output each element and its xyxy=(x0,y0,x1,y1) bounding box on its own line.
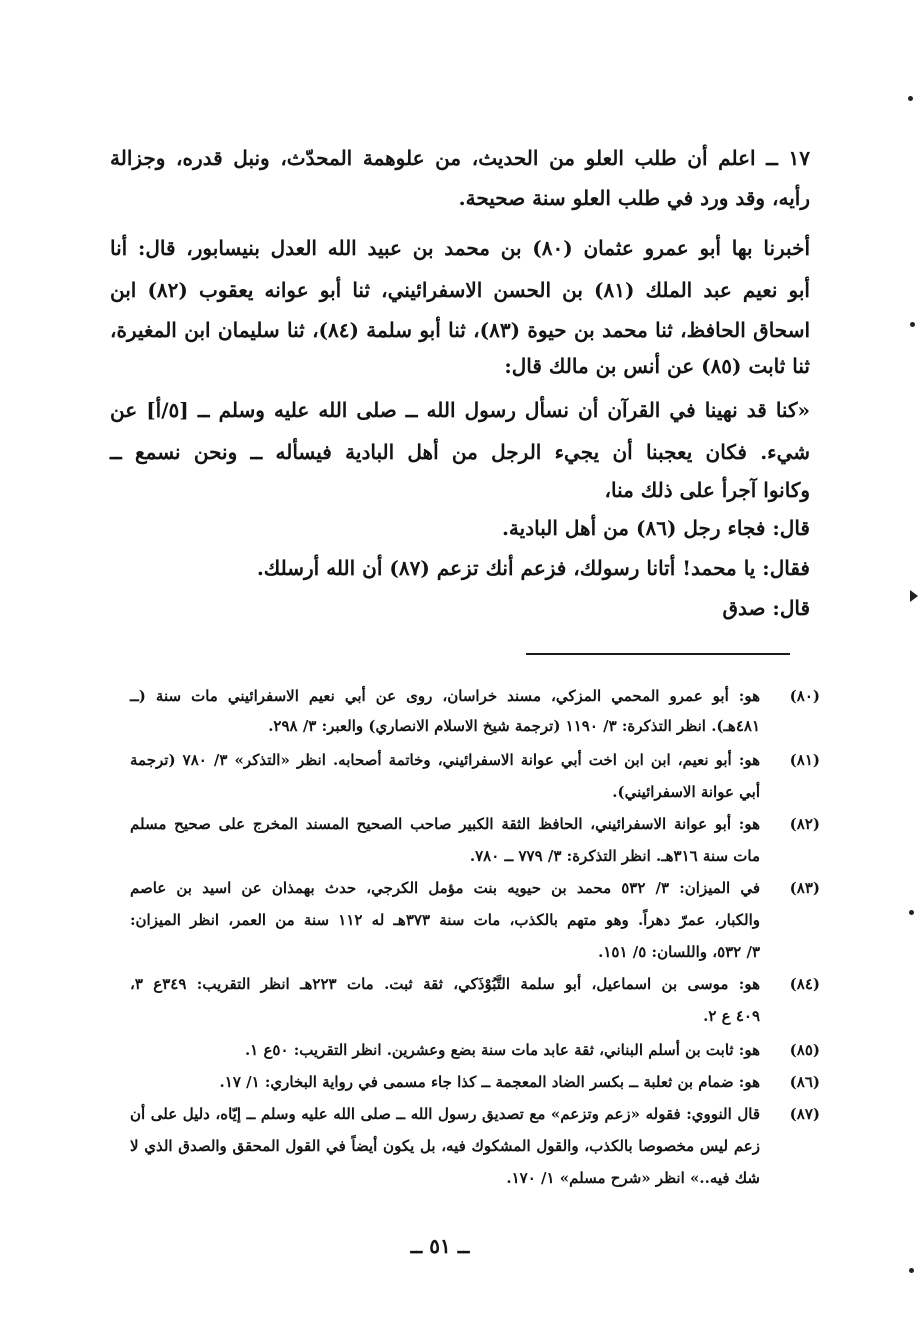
footnote-line: هو: موسى بن اسماعيل، أبو سلمة التَّبُوْذَكي، ثقة ثبت. مات ٢٢٣هـ انظر التقريب: ٣٤٩ع ٣، xyxy=(130,975,760,993)
main-text-line: رأيه، وقد ورد في طلب العلو سنة صحيحة. xyxy=(458,186,810,210)
main-text-line: قال: فجاء رجل (٨٦) من أهل البادية. xyxy=(501,516,810,540)
footnote-number: (٨٥) xyxy=(789,1041,820,1059)
footnote-line: في الميزان: ٣/ ٥٣٢ محمد بن حيويه بنت مؤمل الكرجي، حدث بهمذان عن اسيد بن عاصم xyxy=(130,879,760,897)
main-text-line: «كنا قد نهينا في القرآن أن نسأل رسول الله ــ صلى الله عليه وسلم ــ [٥/أ] عن xyxy=(110,398,810,422)
footnote-number: (٨٦) xyxy=(789,1073,820,1091)
footnote-line: مات سنة ٣١٦هـ. انظر التذكرة: ٣/ ٧٧٩ ــ ٧٨٠. xyxy=(469,847,760,865)
footnote-number: (٨٢) xyxy=(789,815,820,833)
footnote-line: ٤٠٩ ع ٢. xyxy=(703,1007,760,1025)
scan-speck xyxy=(909,910,914,915)
footnote-line: هو: أبو نعيم، ابن ابن اخت أبي عوانة الاسفرائيني، وخاتمة أصحابه. انظر «التذكر» ٣/ ٧٨٠ (ترجمة xyxy=(130,751,761,769)
footnote-number: (٨٧) xyxy=(789,1105,820,1123)
footnote-number: (٨٠) xyxy=(789,687,820,705)
main-text-line: فقال: يا محمد! أتانا رسولك، فزعم أنك تزعم (٨٧) أن الله أرسلك. xyxy=(256,556,810,580)
main-text-line: أبو نعيم عبد الملك (٨١) بن الحسن الاسفرائيني، ثنا أبو عوانه يعقوب (٨٢) ابن xyxy=(110,278,810,302)
footnote-number: (٨٤) xyxy=(789,975,820,993)
page-number: ــ ٥١ ــ xyxy=(410,1234,470,1258)
footnote-line: هو: ضمام بن ثعلبة ــ بكسر الضاد المعجمة ــ كذا جاء مسمى في رواية البخاري: ١/ ١٧. xyxy=(219,1073,760,1091)
main-text-line: قال: صدق xyxy=(722,596,810,620)
footnote-line: قال النووي: فقوله «زعم وتزعم» مع تصديق رسول الله ــ صلى الله عليه وسلم ــ إيّاه، دليل على أن xyxy=(130,1105,760,1123)
footnote-line: هو: أبو عمرو المحمي المزكي، مسند خراسان، روى عن أبي نعيم الاسفرائيني مات سنة (ــ xyxy=(130,687,760,705)
footnote-line: شك فيه..» انظر «شرح مسلم» ١/ ١٧٠. xyxy=(506,1169,760,1187)
footnote-line: ٤٨١هـ). انظر التذكرة: ٣/ ١١٩٠ (ترجمة شيخ الاسلام الانصاري) والعبر: ٣/ ٢٩٨. xyxy=(268,717,760,735)
scan-speck xyxy=(908,96,913,101)
footnote-line: زعم ليس مخصوصا بالكذب، والقول المشكوك فيه، بل يكون أيضاً في القول المحقق والصدق الذي لا xyxy=(130,1137,760,1155)
main-text-line: أخبرنا بها أبو عمرو عثمان (٨٠) بن محمد بن عبيد الله العدل بنيسابور، قال: أنا xyxy=(110,236,810,260)
main-text-line: وكانوا آجرأ على ذلك منا، xyxy=(604,478,810,502)
footnote-line: هو: أبو عوانة الاسفرائيني، الحافظ الثقة الكبير صاحب الصحيح المسند المخرج على صحيح مسلم xyxy=(130,815,760,833)
main-text-line: ١٧ ــ اعلم أن طلب العلو من الحديث، من علوهمة المحدّث، ونبل قدره، وجزالة xyxy=(110,146,810,170)
main-text-line: شيء. فكان يعجبنا أن يجيء الرجل من أهل البادية فيسأله ــ ونحن نسمع ــ xyxy=(110,440,810,464)
footnote-line: هو: ثابت بن أسلم البناني، ثقة عابد مات سنة بضع وعشرين. انظر التقريب: ٥٠ع ١. xyxy=(244,1041,760,1059)
footnote-line: أبي عوانة الاسفرائيني). xyxy=(612,783,760,801)
footnote-number: (٨٣) xyxy=(789,879,820,897)
footnote-line: ٣/ ٥٣٢، واللسان: ٥/ ١٥١. xyxy=(598,943,760,961)
main-text-line: ثنا ثابت (٨٥) عن أنس بن مالك قال: xyxy=(504,354,810,378)
footnote-line: والكبار، عمرّ دهراً. وهو متهم بالكذب، مات سنة ٣٧٣هـ له ١١٢ سنة من العمر، انظر الميزان: xyxy=(130,911,760,929)
footnote-separator xyxy=(526,653,790,655)
footnote-number: (٨١) xyxy=(789,751,820,769)
scan-speck xyxy=(910,322,915,327)
scan-edge-mark xyxy=(910,590,918,602)
main-text-line: اسحاق الحافظ، ثنا محمد بن حيوة (٨٣)، ثنا أبو سلمة (٨٤)، ثنا سليمان ابن المغيرة، xyxy=(110,318,811,342)
scan-speck xyxy=(909,1268,914,1273)
